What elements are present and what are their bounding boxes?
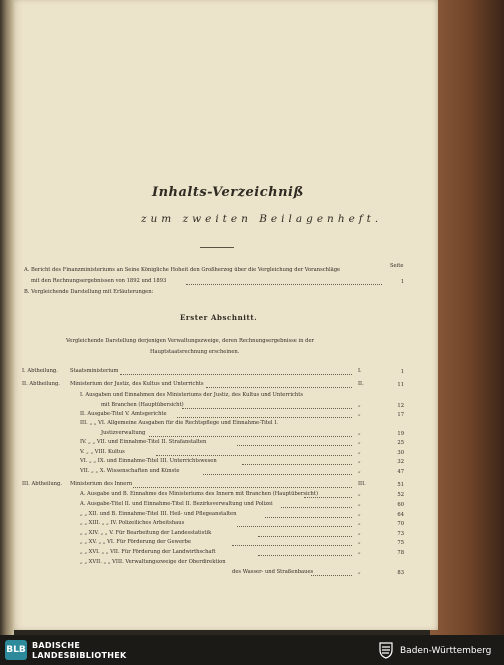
toc-part-numeral: „ xyxy=(358,468,361,474)
intro-b-line: B. Vergleichende Darstellung mit Erläuterungen: xyxy=(24,289,154,295)
leader-dots xyxy=(182,408,352,409)
leader-dots xyxy=(265,517,352,518)
toc-entry-text: III. „ „ VI. Allgemeine Ausgaben für die Rechtspflege und Einnahme-Titel I. xyxy=(80,420,278,426)
toc-page-number: 25 xyxy=(397,440,404,446)
toc-page-number: 83 xyxy=(397,570,404,576)
toc-page-number: 52 xyxy=(397,492,404,498)
leader-dots xyxy=(206,387,352,388)
leader-dots xyxy=(149,436,352,437)
toc-part-numeral: „ xyxy=(358,511,361,517)
toc-entry-text: V. „ „ VIII. Kultus xyxy=(80,449,125,455)
toc-part-numeral: „ xyxy=(358,501,361,507)
toc-division-label: III. Abtheilung. xyxy=(22,481,62,487)
leader-dots xyxy=(232,545,352,546)
toc-entry-text: II. Ausgabe-Titel V. Amtsgerichte xyxy=(80,411,167,417)
toc-part-numeral: „ xyxy=(358,549,361,555)
toc-page-number: 32 xyxy=(397,459,404,465)
toc-entry-text: „ „ XIV. „ „ V. Für Bearbeitung der Landesstatistik xyxy=(80,530,212,536)
seite-label: Seite xyxy=(390,263,404,269)
toc-part-numeral: „ xyxy=(358,530,361,536)
toc-page-number: 51 xyxy=(397,482,404,488)
toc-page-number: 75 xyxy=(397,540,404,546)
toc-part-numeral: „ xyxy=(358,539,361,545)
toc-entry-text: I. Ausgaben und Einnahmen des Ministeriums der Justiz, des Kultus und Unterrichts xyxy=(80,392,303,398)
leader-dots xyxy=(258,536,352,537)
toc-part-numeral: „ xyxy=(358,520,361,526)
intro-a-page: 1 xyxy=(400,279,404,285)
toc-entry-text: „ „ XIII. „ „ IV. Polizeiliches Arbeitshaus xyxy=(80,520,185,526)
toc-page-number: 17 xyxy=(397,412,404,418)
leader-dots xyxy=(237,445,352,446)
toc-entry-text: A. Ausgabe-Titel II. und Einnahme-Titel II. Bezirksverwaltung und Polizei xyxy=(80,501,273,507)
title-divider xyxy=(200,247,234,248)
toc-part-numeral: „ xyxy=(358,411,361,417)
toc-page-number: 64 xyxy=(397,512,404,518)
toc-page-number: 30 xyxy=(397,450,404,456)
blb-name-line2: LANDESBIBLIOTHEK xyxy=(32,651,127,660)
toc-part-numeral: „ xyxy=(358,439,361,445)
toc-part-numeral: „ xyxy=(358,430,361,436)
leader-dots xyxy=(203,474,352,475)
leader-dots xyxy=(133,487,352,488)
toc-page-number: 11 xyxy=(397,382,404,388)
toc-page-number: 70 xyxy=(397,521,404,527)
toc-entry-text: VI. „ „ IX. und Einnahme-Titel III. Unterrichtswesen xyxy=(80,458,217,464)
toc-entry-text: IV. „ „ VII. und Einnahme-Titel II. Strafanstalten xyxy=(80,439,207,445)
intro-a-line1: A. Bericht des Finanzministeriums an Seine Königliche Hoheit den Großherzog über die Vergleichung der Voranschläge xyxy=(24,267,341,273)
toc-page-number: 1 xyxy=(400,369,404,375)
toc-part-numeral: „ xyxy=(358,449,361,455)
toc-page-number: 78 xyxy=(397,550,404,556)
blb-name-line1: BADISCHE xyxy=(32,641,81,650)
toc-page-number: 73 xyxy=(397,531,404,537)
toc-division-label: I. Abtheilung. xyxy=(22,368,58,374)
toc-part-numeral: „ xyxy=(358,402,361,408)
leader-dots xyxy=(156,455,352,456)
bw-label: Baden-Württemberg xyxy=(400,646,492,656)
toc-part-numeral: „ xyxy=(358,491,361,497)
section-description-line2: Hauptstaatsrechnung erscheinen. xyxy=(150,349,240,355)
page-title: Inhalts-Verzeichniß xyxy=(152,185,304,200)
toc-entry-text: Ministerium der Justiz, des Kultus und Unterrichts xyxy=(70,381,204,387)
toc-part-numeral: „ xyxy=(358,458,361,464)
blb-logo-icon[interactable]: BLB xyxy=(5,640,27,660)
leader-dots xyxy=(311,575,352,576)
toc-entry-text: „ „ XVII. „ „ VIII. Verwaltungszweige der Oberdirektion xyxy=(80,559,226,565)
toc-part-numeral: II. xyxy=(358,381,364,387)
leader-dots xyxy=(281,507,352,508)
leader-dots xyxy=(304,497,352,498)
toc-entry-text: Justizverwaltung xyxy=(101,430,146,436)
intro-a-line2: mit den Rechnungsergebnissen von 1892 und 1893 xyxy=(31,278,167,284)
toc-entry-text: des Wasser- und Straßenbaues xyxy=(232,569,314,575)
toc-page-number: 19 xyxy=(397,431,404,437)
toc-page-number: 47 xyxy=(397,469,404,475)
toc-entry-text: A. Ausgabe und B. Einnahme des Ministeriums des Innern mit Branchen (Hauptübersicht) xyxy=(80,491,318,497)
toc-entry-text: Ministerium des Innern xyxy=(70,481,133,487)
toc-entry-text: VII. „ „ X. Wissenschaften und Künste xyxy=(80,468,180,474)
toc-page-number: 12 xyxy=(397,403,404,409)
page-subtitle: zum zweiten Beilagenheft. xyxy=(141,213,383,225)
toc-entry-text: mit Branchen (Hauptübersicht) xyxy=(101,402,184,408)
leader-dots xyxy=(242,464,352,465)
section-description-line1: Vergleichende Darstellung derjenigen Verwaltungszweige, deren Rechnungsergebnisse in der xyxy=(66,338,315,344)
leader-dots xyxy=(258,555,352,556)
toc-page-number: 60 xyxy=(397,502,404,508)
toc-entry-text: „ „ XII. und B. Einnahme-Titel III. Heil- und Pflegeanstalten xyxy=(80,511,237,517)
toc-part-numeral: „ xyxy=(358,569,361,575)
toc-part-numeral: III. xyxy=(358,481,366,487)
toc-division-label: II. Abtheilung. xyxy=(22,381,60,387)
toc-entry-text: Staatsministerium xyxy=(70,368,119,374)
book-cover-edge xyxy=(430,0,504,635)
leader-dots xyxy=(237,526,352,527)
leader-dots xyxy=(186,284,382,285)
coat-of-arms-icon[interactable] xyxy=(376,640,396,660)
toc-entry-text: „ „ XV. „ „ VI. Für Förderung der Gewerbe xyxy=(80,539,191,545)
leader-dots xyxy=(120,374,352,375)
page-stack-edge xyxy=(0,0,14,635)
leader-dots xyxy=(177,417,352,418)
toc-part-numeral: I. xyxy=(358,368,362,374)
toc-entry-text: „ „ XVI. „ „ VII. Für Förderung der Landwirthschaft xyxy=(80,549,216,555)
section-title: Erster Abschnitt. xyxy=(180,313,258,322)
